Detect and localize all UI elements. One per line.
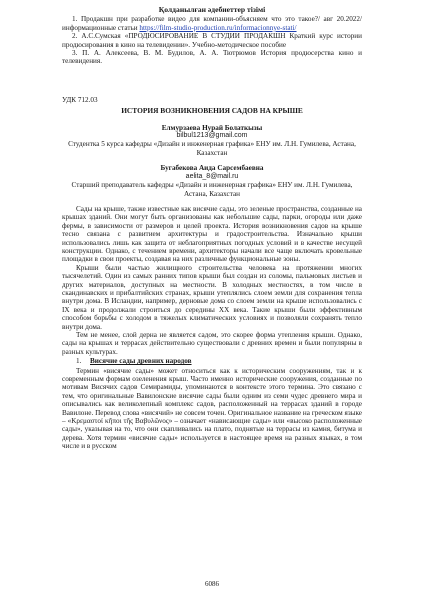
reference-text: 1. Продакшн при разработке видео для компании-объясняем что это такое?/ авг 20.2022/ информационные статьи: [62, 15, 362, 32]
author-2-name: Бугабекова Аида Сарсембаевна: [160, 164, 264, 173]
body-paragraph-3: Тем не менее, слой дерна не является садом, это скорее форма утепления крыши. Однако, сады на крышах и террасах действительно существовали с древних времен и были популярны в разных культурах.: [62, 331, 362, 356]
section-number: 1.: [76, 357, 82, 366]
page-number: 6086: [205, 579, 219, 588]
author-1-affiliation: Студентка 5 курса кафедры «Дизайн и инженерная графика» ЕНУ им. Л.Н. Гумилева, Астана, Казахстан: [68, 140, 356, 157]
body-spacer: [62, 198, 362, 205]
body-paragraph-1: Сады на крыше, также известные как висячие сады, это зеленые пространства, созданные на крышах зданий. Они могут быть организованы как небольшие сады, парки, огороды или даже фермы, в зависимости от размеров и целей проекта. История возникновения садов на крыше тесно связана с развитием архитектуры и градостроительства. Изначально крыши использовались лишь как защита от неблагоприятных погодных условий и в качестве несущей конструкции. Однако, с течением времени, архитекторы начали все чаще включать кровельные площадки в свои проекты, создавая на них различные функциональные зоны.: [62, 204, 362, 264]
section-heading: [76, 357, 362, 365]
reference-item-1: [62, 15, 362, 32]
author-2-affiliation: Старший преподаватель кафедры «Дизайн и инженерная графика» ЕНУ им. Л.Н. Гумилева, Астана, Казахстан: [71, 181, 353, 198]
section-gap: [62, 66, 362, 96]
reference-item-3: [62, 49, 362, 66]
reference-text: 3. П. А. Алексеева, В. М. Будилов, А. А. Тютрюмов История продюсерства кино и телевидения.: [62, 49, 362, 66]
reference-link[interactable]: https://film-studio-production.ru/informacionnye-stati/: [139, 23, 297, 32]
udk-code: УДК 712.03: [62, 95, 98, 104]
body-paragraph-2: Крыши были частью жилищного строительства человека на протяжении многих тысячелетий. Один из самых ранних типов крыши был создан из соломы, пальмовых листьев и других материалов, доступных на местности. В холодных местностях, в том числе в скандинавских и прибалтийских странах, крыши утеплялись слоем земли для сохранения тепла внутри дома. В Исландии, например, дерновые дома со слоем земли на крыше использовались с IX века и продолжали строиться до середины XX века. Такие крыши были эффективным способом борьбы с холодом в тяжелых климатических условиях и позволяли сохранять тепло внутри дома.: [62, 263, 362, 331]
author-spacer: [62, 157, 362, 164]
author-2-email[interactable]: aelita_8@mail.ru: [185, 172, 239, 180]
references-title: Қолданылған әдебиеттер тізімі: [158, 5, 266, 14]
section-paragraph: Термин «висячие сады» может относиться как к историческим сооружениям, так и к современным формам озеленения крыш. Часто именно исторические сооружения, созданные по мотивам Висячих садов Семирамиды, упоминаются в контексте этого термина. Это связано с тем, что оригинальные Вавилонские висячие сады были одним из семи чудес древнего мира и описывались как великолепный комплекс садов, расположенный на террасах зданий в городе Вавилоне. Перевод слова «висячий» не совсем точен. Оригинальное название на греческом языке – «Κρεμαστοί κῆποι τῆς Βαβυλῶνος» – означает «нависающие сады» или «высоко расположенные сады», указывая на то, что они скапливались на плато, поднятые на террасы из камня, битума и дерева. Хотя термин «висячие сады» используется в настоящее время на разных языках, в том числе и в русском: [62, 366, 362, 451]
author-1-email[interactable]: bilbul1213@gmail.com: [176, 132, 248, 140]
article-title: ИСТОРИЯ ВОЗНИКНОВЕНИЯ САДОВ НА КРЫШЕ: [121, 106, 303, 116]
reference-item-2: [62, 32, 362, 49]
reference-text: 2. А.С.Сумская «ПРОДЮСИРОВАНИЕ В СТУДИИ ПРОДАКШН Краткий курс истории продюсирования в кино на телевидении». Учебно-методическое пособие: [62, 32, 362, 49]
author-1-name: Елмурзаева Нурай Болаткызы: [161, 123, 263, 132]
section-title: Висячие сады древних народов: [90, 357, 192, 366]
